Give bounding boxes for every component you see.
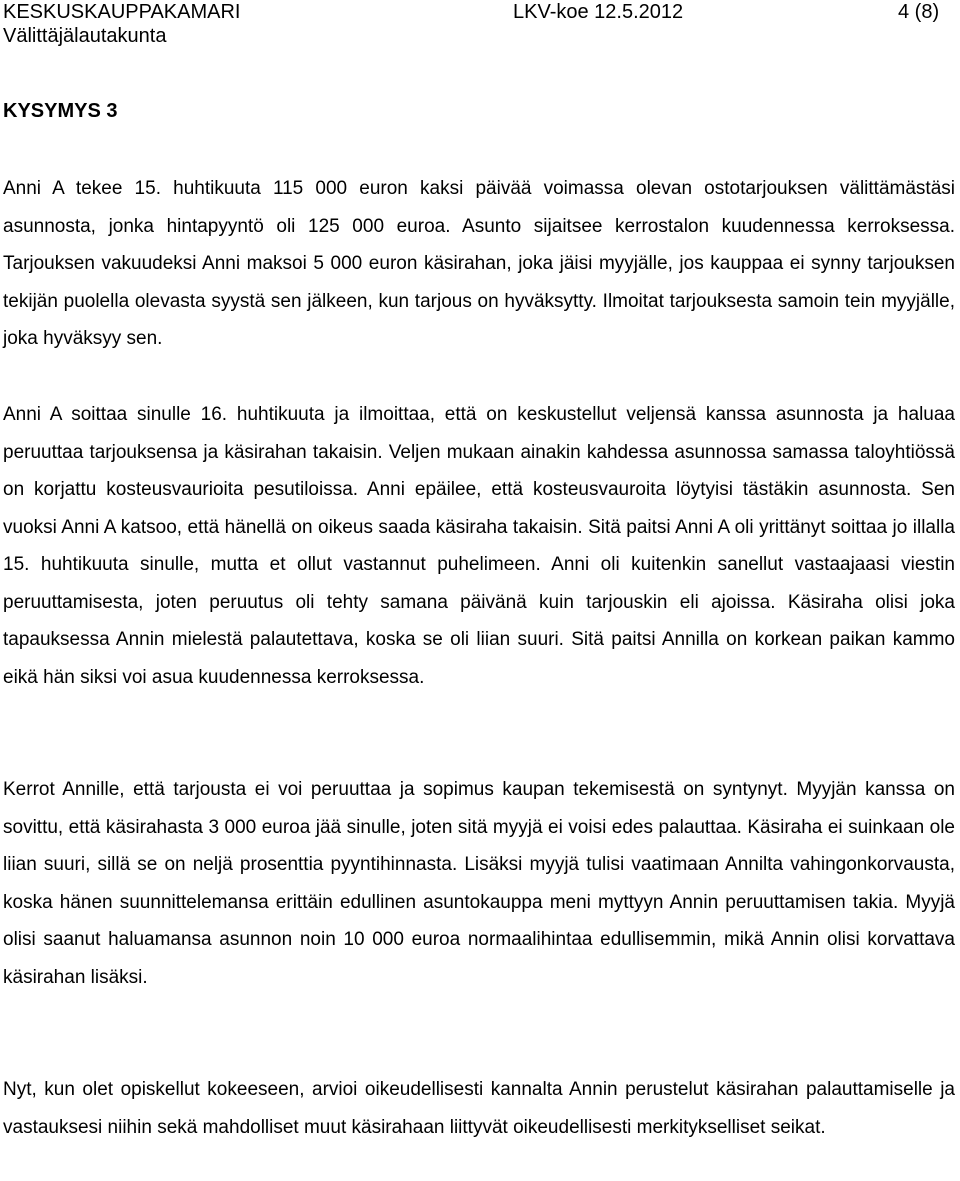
committee-name: Välittäjälautakunta (3, 25, 167, 47)
organization-name: KESKUSKAUPPAKAMARI (3, 1, 241, 23)
question-paragraph-3: Kerrot Annille, että tarjousta ei voi peruuttaa ja sopimus kaupan tekemisestä on syntynyt. Myyjän kanssa on sovittu, että käsirahasta 3 000 euroa jää sinulle, joten sitä myyjä ei voisi edes palauttaa. Käsiraha ei suinkaan ole liian suuri, sillä se on neljä prosenttia pyyntihinnasta. Lisäksi myyjä tulisi vaatimaan Annilta vahingonkorvausta, koska hänen suunnittelemansa erittäin edullinen asuntokauppa meni myttyyn Annin peruuttamisen takia. Myyjä olisi saanut haluamansa asunnon noin 10 000 euroa normaalihintaa edullisemmin, mikä Annin olisi korvattava käsirahan lisäksi. (3, 779, 955, 988)
exam-title: LKV-koe 12.5.2012 (513, 1, 684, 23)
question-paragraph-1: Anni A tekee 15. huhtikuuta 115 000 euron kaksi päivää voimassa olevan ostotarjouksen välittämästäsi asunnosta, jonka hintapyyntö oli 125 000 euroa. Asunto sijaitsee kerrostalon kuudennessa kerroksessa. Tarjouksen vakuudeksi Anni maksoi 5 000 euron käsirahan, joka jäisi myyjälle, jos kauppaa ei synny tarjouksen tekijän puolella olevasta syystä sen jälkeen, kun tarjous on hyväksytty. Ilmoitat tarjouksesta samoin tein myyjälle, joka hyväksyy sen. (3, 178, 955, 349)
question-paragraph-4: Nyt, kun olet opiskellut kokeeseen, arvioi oikeudellisesti kannalta Annin perustelut käsirahan palauttamiselle ja vastauksesi niihin sekä mahdolliset muut käsirahaan liittyvät oikeudellisesti merkitykselliset seikat. (3, 1079, 955, 1138)
question-paragraph-2: Anni A soittaa sinulle 16. huhtikuuta ja ilmoittaa, että on keskustellut veljensä kanssa asunnosta ja haluaa peruuttaa tarjouksensa ja käsirahan takaisin. Veljen mukaan ainakin kahdessa asunnossa samassa taloyhtiössä on korjattu kosteusvaurioita pesutiloissa. Anni epäilee, että kosteusvauroita löytyisi tästäkin asunnosta. Sen vuoksi Anni A katsoo, että hänellä on oikeus saada käsiraha takaisin. Sitä paitsi Anni A oli yrittänyt soittaa jo illalla 15. huhtikuuta sinulle, mutta et ollut vastannut puhelimeen. Anni oli kuitenkin sanellut vastaajaasi viestin peruuttamisesta, joten peruutus oli tehty samana päivänä kuin tarjouskin eli ajoissa. Käsiraha olisi joka tapauksessa Annin mielestä palautettava, koska se oli liian suuri. Sitä paitsi Annilla on korkean paikan kammo eikä hän siksi voi asua kuudennessa kerroksessa. (3, 404, 955, 688)
page-number: 4 (8) (898, 1, 940, 23)
page-header (3, 0, 958, 24)
question-title: KYSYMYS 3 (3, 100, 118, 122)
